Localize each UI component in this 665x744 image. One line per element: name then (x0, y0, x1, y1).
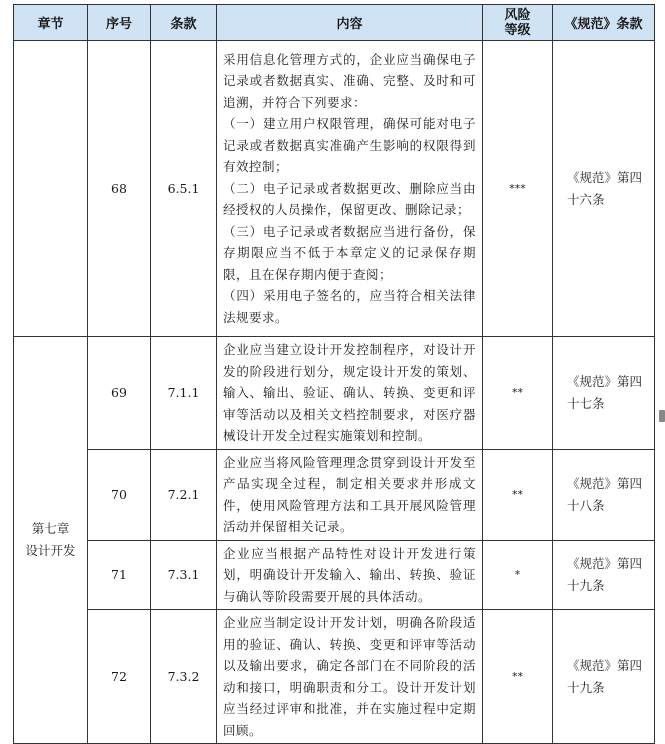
spec-cell: 《规范》第四十七条 (553, 337, 655, 450)
table-row (14, 337, 655, 450)
regulation-table (13, 4, 655, 744)
header-risk: 风险 等级 (483, 5, 553, 41)
content-cell (217, 449, 483, 540)
risk-cell: *** (483, 41, 553, 337)
header-spec: 《规范》条款 (553, 5, 655, 41)
table-row (14, 449, 655, 540)
content-cell (217, 337, 483, 450)
seq-cell: 72 (88, 610, 151, 744)
table-row (14, 41, 655, 337)
content-paragraph: 企业应当根据产品特性对设计开发进行策划，明确设计开发输入、输出、转换、验证与确认等阶段需要开展的具体活动。 (223, 545, 476, 604)
header-clause: 条款 (151, 5, 217, 41)
header-seq: 序号 (88, 5, 151, 41)
chapter-cell-empty (14, 41, 88, 337)
seq-cell: 71 (88, 540, 151, 610)
content-paragraph: （四）采用电子签名的，应当符合相关法律法规要求。 (223, 288, 476, 325)
content-paragraph: 企业应当建立设计开发控制程序，对设计开发的阶段进行划分，规定设计开发的策划、输入、输出、验证、确认、转换、变更和评审等活动以及相关文档控制要求，对医疗器械设计开发全过程实施策划和控制。 (223, 342, 476, 443)
content-cell (217, 41, 483, 337)
content-paragraph: （二）电子记录或者数据更改、删除应当由经授权的人员操作，保留更改、删除记录； (223, 180, 476, 218)
clause-cell: 7.1.1 (151, 337, 217, 450)
content-paragraph: （三）电子记录或者数据应当进行备份，保存期限应当不低于本章定义的记录保存期限，且在保存期内便于查阅； (223, 223, 476, 282)
header-content: 内容 (217, 5, 483, 41)
spec-cell: 《规范》第四十六条 (553, 41, 655, 337)
risk-cell: ** (483, 610, 553, 744)
content-paragraph: 企业应当将风险管理理念贯穿到设计开发至产品实现全过程，制定相关要求并形成文件，使用风险管理方法和工具开展风险管理活动并保留相关记录。 (223, 454, 476, 534)
clause-cell: 7.3.2 (151, 610, 217, 744)
table-row (14, 610, 655, 744)
content-paragraph: 企业应当制定设计开发计划，明确各阶段适用的验证、确认、转换、变更和评审等活动以及输出要求，确定各部门在不同阶段的活动和接口，明确职责和分工。设计开发计划应当经过评审和批准，并在实施过程中定期回顾。 (223, 615, 476, 738)
clause-cell: 6.5.1 (151, 41, 217, 337)
risk-cell: ** (483, 337, 553, 450)
spec-cell: 《规范》第四十八条 (553, 449, 655, 540)
content-paragraph: 采用信息化管理方式的，企业应当确保电子记录或者数据真实、准确、完整、及时和可追溯，并符合下列要求： (223, 51, 476, 110)
risk-cell: ** (483, 449, 553, 540)
spec-cell: 《规范》第四十九条 (553, 610, 655, 744)
seq-cell: 69 (88, 337, 151, 450)
clause-cell: 7.3.1 (151, 540, 217, 610)
header-chapter: 章节 (14, 5, 88, 41)
chapter-cell: 第七章 设计开发 (14, 337, 88, 744)
seq-cell: 68 (88, 41, 151, 337)
content-cell (217, 540, 483, 610)
content-cell (217, 610, 483, 744)
spec-cell: 《规范》第四十九条 (553, 540, 655, 610)
table-row (14, 540, 655, 610)
clause-cell: 7.2.1 (151, 449, 217, 540)
header-row (14, 5, 655, 41)
risk-cell: * (483, 540, 553, 610)
scrollbar-marker[interactable] (659, 410, 665, 422)
content-paragraph: （一）建立用户权限管理，确保可能对电子记录或者数据真实准确产生影响的权限得到有效控制； (223, 116, 476, 175)
seq-cell: 70 (88, 449, 151, 540)
